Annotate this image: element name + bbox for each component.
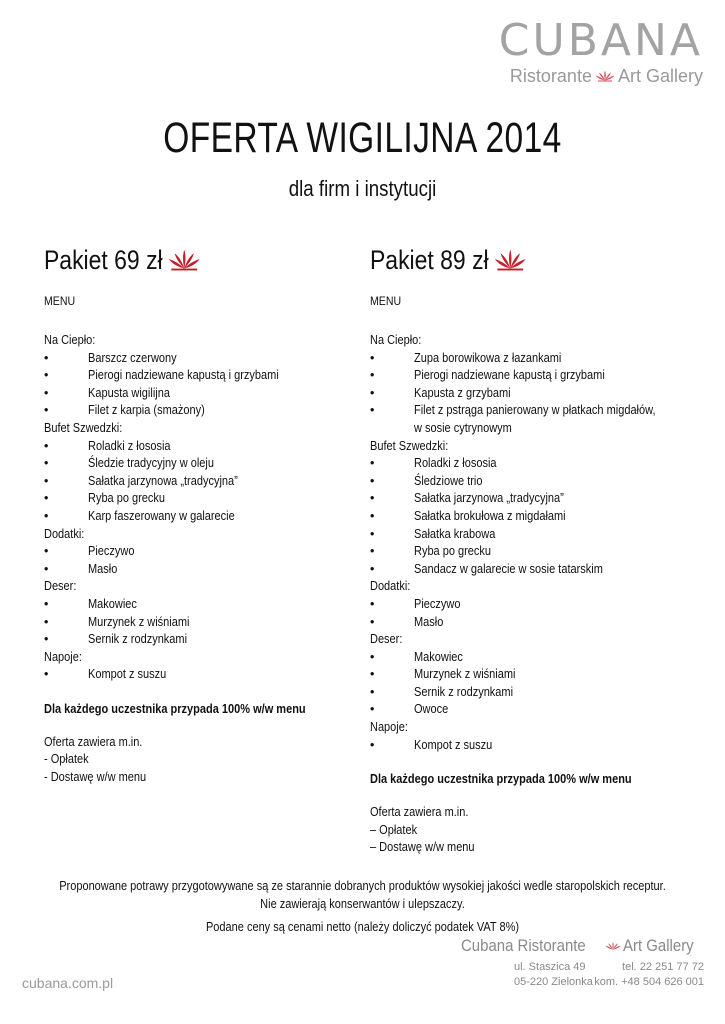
bullet-icon: • — [370, 684, 375, 699]
address-city: 05-220 Zielonka — [514, 976, 593, 988]
offer-line: – Opłatek — [370, 822, 418, 837]
offer-lines — [370, 804, 700, 857]
logo-brand: CUBANA — [498, 15, 703, 66]
section-heading: Napoje: — [370, 720, 408, 735]
footer-line: Nie zawierają konserwantów i ulepszaczy. — [260, 896, 465, 911]
list-item-text: Sałatka krabowa — [414, 526, 496, 541]
list-item — [370, 473, 700, 491]
list-item-text: Roladki z łososia — [414, 456, 497, 471]
footer-line: Proponowane potrawy przygotowywane są ze starannie dobranych produktów wysokiej jakości wedle staropolskich receptur. — [59, 879, 666, 893]
list-item — [44, 561, 344, 579]
bullet-icon: • — [370, 350, 375, 365]
list-item-text: Kapusta z grzybami — [414, 385, 511, 400]
cubana-logo — [498, 15, 703, 88]
list-item-text: Sernik z rodzynkami — [414, 684, 514, 699]
list-item-text: Karp faszerowany w galarecie — [88, 508, 235, 523]
signature-right: Art Gallery — [622, 936, 694, 955]
list-item-text: Roladki z łososia — [88, 438, 171, 453]
bullet-icon: • — [370, 614, 375, 629]
list-item — [370, 490, 700, 508]
list-item — [44, 455, 344, 473]
page-title: OFERTA WIGILIJNA 2014 — [163, 114, 562, 162]
contact — [594, 960, 704, 990]
menu-section — [44, 526, 344, 579]
lotus-icon — [494, 249, 526, 271]
list-item — [44, 508, 344, 526]
package-heading-text: Pakiet 89 zł — [370, 244, 489, 275]
list-item-text: Zupa borowikowa z łazankami — [414, 350, 562, 365]
menu-section — [370, 332, 700, 438]
list-item-text: Ryba po grecku — [414, 544, 492, 559]
bullet-icon: • — [370, 508, 375, 523]
list-item — [44, 350, 344, 368]
section-heading: Napoje: — [44, 649, 82, 664]
signature-brand — [461, 936, 703, 956]
menu-section — [370, 719, 700, 754]
bullet-icon: • — [370, 526, 375, 541]
menu-section — [44, 420, 344, 526]
list-item — [370, 385, 700, 403]
package-heading — [44, 240, 299, 280]
list-item — [370, 508, 700, 526]
website-link[interactable]: cubana.com.pl — [22, 975, 114, 991]
bullet-icon: • — [44, 385, 49, 400]
bullet-icon: • — [370, 561, 375, 576]
list-item-text: Ryba po grecku — [88, 491, 166, 506]
list-item-text: Makowiec — [88, 596, 137, 611]
offer-line: Oferta zawiera m.in. — [44, 734, 143, 749]
bullet-icon: • — [370, 702, 375, 717]
participant-note: Dla każdego uczestnika przypada 100% w/w menu — [370, 772, 632, 787]
list-item — [44, 596, 344, 614]
page-subtitle: dla firm i instytucji — [288, 176, 437, 201]
package-89-column — [370, 240, 700, 857]
lotus-icon — [605, 941, 621, 951]
offer-lines — [44, 734, 344, 787]
list-item-text: Sałatka jarzynowa „tradycyjna” — [88, 473, 238, 488]
bullet-icon: • — [44, 438, 49, 453]
bullet-icon: • — [44, 596, 49, 611]
list-item — [370, 561, 700, 579]
footer-note — [0, 878, 725, 937]
section-heading: Na Ciepło: — [44, 333, 96, 347]
list-item — [370, 614, 700, 632]
list-item-text: Śledziowe trio — [414, 473, 483, 488]
bullet-icon: • — [44, 473, 49, 488]
signature — [461, 936, 703, 956]
section-heading: Bufet Szwedzki: — [44, 420, 123, 435]
bullet-icon: • — [44, 368, 49, 383]
lotus-icon — [168, 249, 200, 271]
logo-sub-left: Ristorante — [509, 66, 592, 86]
list-item-text: Owoce — [414, 702, 449, 717]
bullet-icon: • — [370, 385, 375, 400]
menu-label: MENU — [370, 294, 402, 308]
list-item-text: Pierogi nadziewane kapustą i grzybami — [414, 368, 605, 383]
list-item — [370, 701, 700, 719]
section-heading: Deser: — [44, 579, 77, 594]
menu-section — [44, 649, 344, 684]
phone[interactable]: tel. 22 251 77 72 — [622, 961, 704, 973]
bullet-icon: • — [44, 350, 49, 365]
list-item — [44, 385, 344, 403]
list-item — [370, 455, 700, 473]
list-item — [44, 666, 344, 684]
bullet-icon: • — [44, 561, 49, 576]
menu-label: MENU — [44, 294, 76, 308]
list-item — [370, 367, 700, 385]
menu-section — [370, 438, 700, 579]
list-item — [370, 350, 700, 368]
bullet-icon: • — [370, 368, 375, 383]
section-heading: Deser: — [370, 632, 403, 647]
bullet-icon: • — [44, 667, 49, 682]
offer-line: – Dostawę w/w menu — [370, 840, 475, 855]
bullet-icon: • — [370, 667, 375, 682]
section-heading: Bufet Szwedzki: — [370, 438, 449, 453]
bullet-icon: • — [44, 632, 49, 647]
list-item-text: Makowiec — [414, 649, 463, 664]
section-heading: Dodatki: — [44, 526, 85, 541]
list-item-text: Barszcz czerwony — [88, 350, 177, 365]
bullet-icon: • — [370, 473, 375, 488]
bullet-icon: • — [370, 737, 375, 752]
bullet-icon: • — [44, 508, 49, 523]
logo-subtitle — [499, 64, 703, 88]
list-item-text: Murzynek z wiśniami — [88, 614, 190, 629]
list-item — [44, 490, 344, 508]
list-item-text: Sernik z rodzynkami — [88, 632, 188, 647]
list-item — [44, 438, 344, 456]
list-item — [370, 649, 700, 667]
list-item — [44, 367, 344, 385]
list-item — [44, 543, 344, 561]
bullet-icon: • — [370, 491, 375, 506]
package-69-column — [44, 240, 344, 787]
list-item-text: Filet z pstrąga panierowany w płatkach migdałów, w sosie cytrynowym — [414, 403, 656, 435]
list-item — [44, 473, 344, 491]
list-item-text: Śledzie tradycyjny w oleju — [88, 456, 214, 471]
list-item — [370, 526, 700, 544]
menu-section — [44, 578, 344, 648]
bullet-icon: • — [370, 596, 375, 611]
bullet-icon: • — [44, 456, 49, 471]
offer-line: - Opłatek — [44, 752, 89, 767]
menu-list — [370, 332, 700, 754]
list-item-text: Sałatka brokułowa z migdałami — [414, 508, 566, 523]
offer-line: Oferta zawiera m.in. — [370, 805, 469, 820]
menu-section — [370, 631, 700, 719]
list-item — [44, 631, 344, 649]
list-item — [370, 666, 700, 684]
list-item-text: Pieczywo — [88, 544, 135, 559]
list-item — [370, 596, 700, 614]
package-heading-text: Pakiet 69 zł — [44, 244, 163, 275]
menu-section — [370, 578, 700, 631]
list-item — [44, 614, 344, 632]
list-item — [370, 684, 700, 702]
bullet-icon: • — [370, 649, 375, 664]
offer-line: - Dostawę w/w menu — [44, 770, 147, 785]
list-item-text: Masło — [88, 561, 118, 576]
bullet-icon: • — [44, 614, 49, 629]
list-item — [370, 737, 700, 755]
list-item — [44, 402, 344, 420]
mobile[interactable]: kom. +48 504 626 001 — [594, 976, 704, 988]
bullet-icon: • — [44, 544, 49, 559]
menu-section — [44, 332, 344, 420]
signature-left: Cubana Ristorante — [460, 936, 586, 955]
list-item — [370, 543, 700, 561]
list-item-text: Pierogi nadziewane kapustą i grzybami — [88, 368, 279, 383]
list-item-text: Filet z karpia (smażony) — [88, 403, 205, 418]
menu-list — [44, 332, 344, 684]
bullet-icon: • — [44, 491, 49, 506]
bullet-icon: • — [370, 403, 375, 418]
list-item-text: Sandacz w galarecie w sosie tatarskim — [414, 561, 603, 576]
list-item — [370, 402, 700, 437]
bullet-icon: • — [370, 544, 375, 559]
logo-sub-right: Art Gallery — [617, 66, 703, 86]
section-heading: Na Ciepło: — [370, 333, 422, 347]
package-heading — [370, 240, 651, 280]
list-item-text: Kompot z suszu — [414, 737, 493, 752]
address — [514, 960, 593, 990]
list-item-text: Murzynek z wiśniami — [414, 667, 516, 682]
participant-note: Dla każdego uczestnika przypada 100% w/w menu — [44, 701, 306, 716]
bullet-icon: • — [370, 456, 375, 471]
list-item-text: Pieczywo — [414, 596, 461, 611]
list-item-text: Masło — [414, 614, 444, 629]
bullet-icon: • — [44, 403, 49, 418]
lotus-icon — [595, 70, 615, 82]
address-block — [514, 960, 704, 990]
vat-note: Podane ceny są cenami netto (należy doliczyć podatek VAT 8%) — [205, 920, 520, 935]
address-street: ul. Staszica 49 — [514, 961, 586, 973]
list-item-text: Kapusta wigilijna — [88, 385, 170, 400]
section-heading: Dodatki: — [370, 579, 411, 594]
list-item-text: Kompot z suszu — [88, 667, 167, 682]
list-item-text: Sałatka jarzynowa „tradycyjna” — [414, 491, 564, 506]
